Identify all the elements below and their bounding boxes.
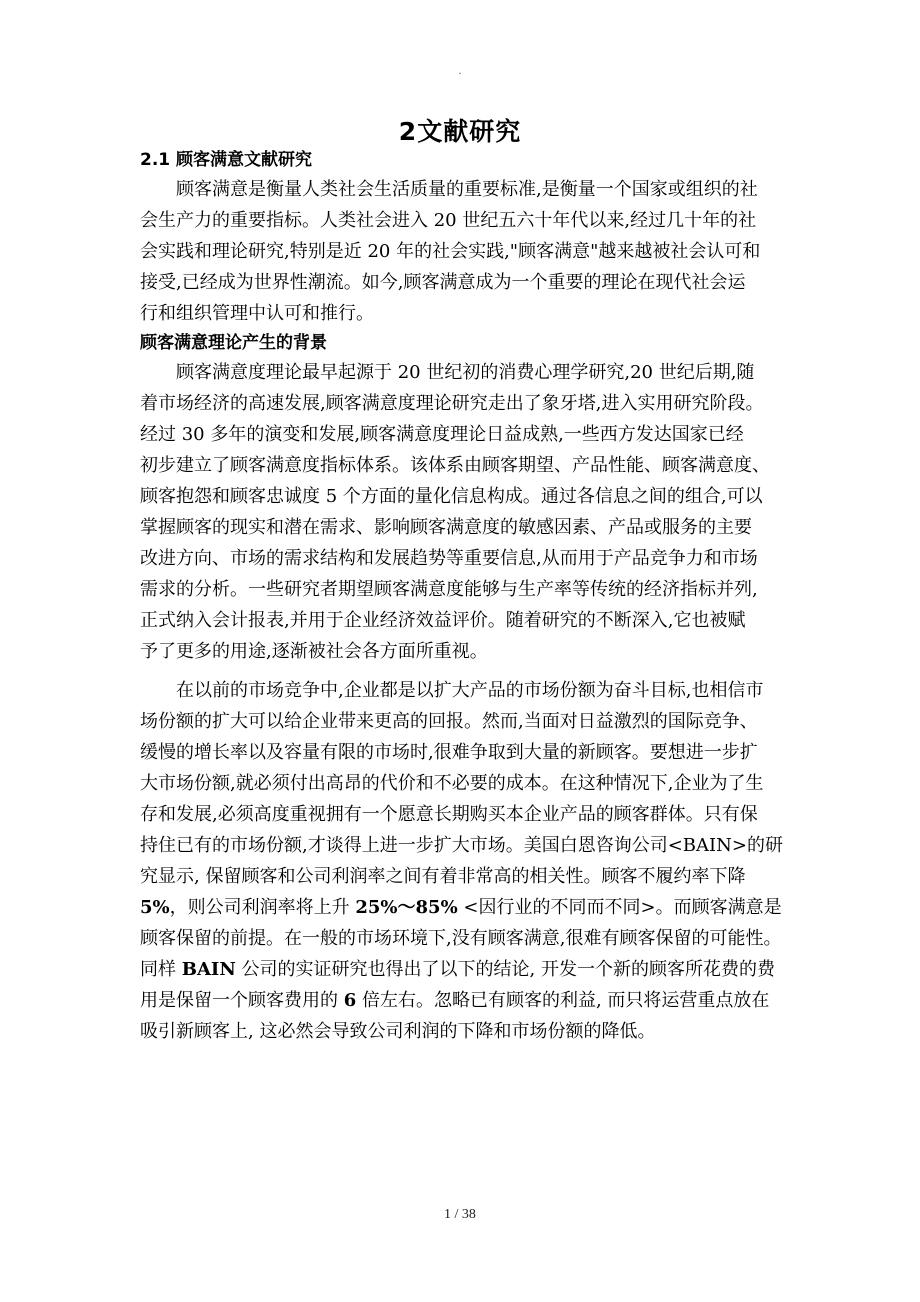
paragraph-origin xyxy=(140,357,792,667)
section-heading-2-1: 2.1 顾客满意文献研究 xyxy=(140,150,313,170)
text-line: 着市场经济的高速发展,顾客满意度理论研究走出了象牙塔,进入实用研究阶段。 xyxy=(140,393,764,414)
text-line: 正式纳入会计报表,并用于企业经济效益评价。随着研究的不断深入,它也被赋 xyxy=(140,610,746,631)
header-mark: . xyxy=(458,66,462,77)
paragraph-intro xyxy=(140,174,792,329)
text-line xyxy=(140,985,792,1016)
text-line: 顾客满意度理论最早起源于 20 世纪初的消费心理学研究,20 世纪后期,随 xyxy=(176,362,755,383)
text-line: 究显示, 保留顾客和公司利润率之间有着非常高的相关性。顾客不履约率下降 xyxy=(140,866,746,887)
bold-figure: 25%～85% xyxy=(355,897,458,918)
text-run: <因行业的不同而不同>。而顾客满意是 xyxy=(457,897,782,918)
paragraph-market-share xyxy=(140,675,792,1047)
text-run: 用是保留一个顾客费用的 xyxy=(140,990,344,1011)
section-heading-background: 顾客满意理论产生的背景 xyxy=(140,333,327,353)
text-line: 存和发展,必须高度重视拥有一个愿意长期购买本企业产品的顾客群体。只有保 xyxy=(140,804,758,825)
text-line: 掌握顾客的现实和潜在需求、影响顾客满意度的敏感因素、产品或服务的主要 xyxy=(140,517,752,538)
text-run: 公司的实证研究也得出了以下的结论, 开发一个新的顾客所花费的费 xyxy=(235,959,775,980)
page-content xyxy=(140,146,792,1047)
text-line: 在以前的市场竞争中,企业都是以扩大产品的市场份额为奋斗目标,也相信市 xyxy=(176,680,764,701)
text-line: 接受,已经成为世界性潮流。如今,顾客满意成为一个重要的理论在现代社会运 xyxy=(140,272,746,293)
text-line: 顾客保留的前提。在一般的市场环境下,没有顾客满意,很难有顾客保留的可能性。 xyxy=(140,928,782,949)
text-line: 会生产力的重要指标。人类社会进入 20 世纪五六十年代以来,经过几十年的社 xyxy=(140,210,757,231)
page-number: 1 / 38 xyxy=(444,1207,476,1222)
text-line: 初步建立了顾客满意度指标体系。该体系由顾客期望、产品性能、顾客满意度、 xyxy=(140,455,770,476)
text-line: 顾客抱怨和顾客忠诚度 5 个方面的量化信息构成。通过各信息之间的组合,可以 xyxy=(140,486,763,507)
text-line: 改进方向、市场的需求结构和发展趋势等重要信息,从而用于产品竞争力和市场 xyxy=(140,548,758,569)
bold-figure: BAIN xyxy=(181,959,236,980)
chapter-title: 2文献研究 xyxy=(398,117,522,146)
text-run: 倍左右。忽略已有顾客的利益, 而只将运营重点放在 xyxy=(356,990,770,1011)
text-line: 行和组织管理中认可和推行。 xyxy=(140,303,374,324)
text-line: 予了更多的用途,逐渐被社会各方面所重视。 xyxy=(140,641,488,662)
text-line: 会实践和理论研究,特别是近 20 年的社会实践,"顾客满意"越来越被社会认可和 xyxy=(140,241,761,262)
bold-figure: 5% xyxy=(140,897,170,918)
text-line: 顾客满意是衡量人类社会生活质量的重要标准,是衡量一个国家或组织的社 xyxy=(176,179,758,200)
text-line: 需求的分析。一些研究者期望顾客满意度能够与生产率等传统的经济指标并列, xyxy=(140,579,758,600)
text-line xyxy=(140,892,792,923)
bold-figure: 6 xyxy=(343,990,357,1011)
text-run: 同样 xyxy=(140,959,182,980)
text-line: 场份额的扩大可以给企业带来更高的回报。然而,当面对日益激烈的国际竞争、 xyxy=(140,711,758,732)
text-line: 大市场份额,就必须付出高昂的代价和不必要的成本。在这种情况下,企业为了生 xyxy=(140,773,764,794)
text-line: 缓慢的增长率以及容量有限的市场时,很难争取到大量的新顾客。要想进一步扩 xyxy=(140,742,758,763)
text-line xyxy=(140,954,792,985)
text-run: ，则公司利润率将上升 xyxy=(169,897,356,918)
text-line: 吸引新顾客上, 这必然会导致公司利润的下降和市场份额的降低。 xyxy=(140,1021,656,1042)
text-line: 持住已有的市场份额,才谈得上进一步扩大市场。美国白恩咨询公司<BAIN>的研 xyxy=(140,835,783,856)
text-line: 经过 30 多年的演变和发展,顾客满意度理论日益成熟,一些西方发达国家已经 xyxy=(140,424,744,445)
